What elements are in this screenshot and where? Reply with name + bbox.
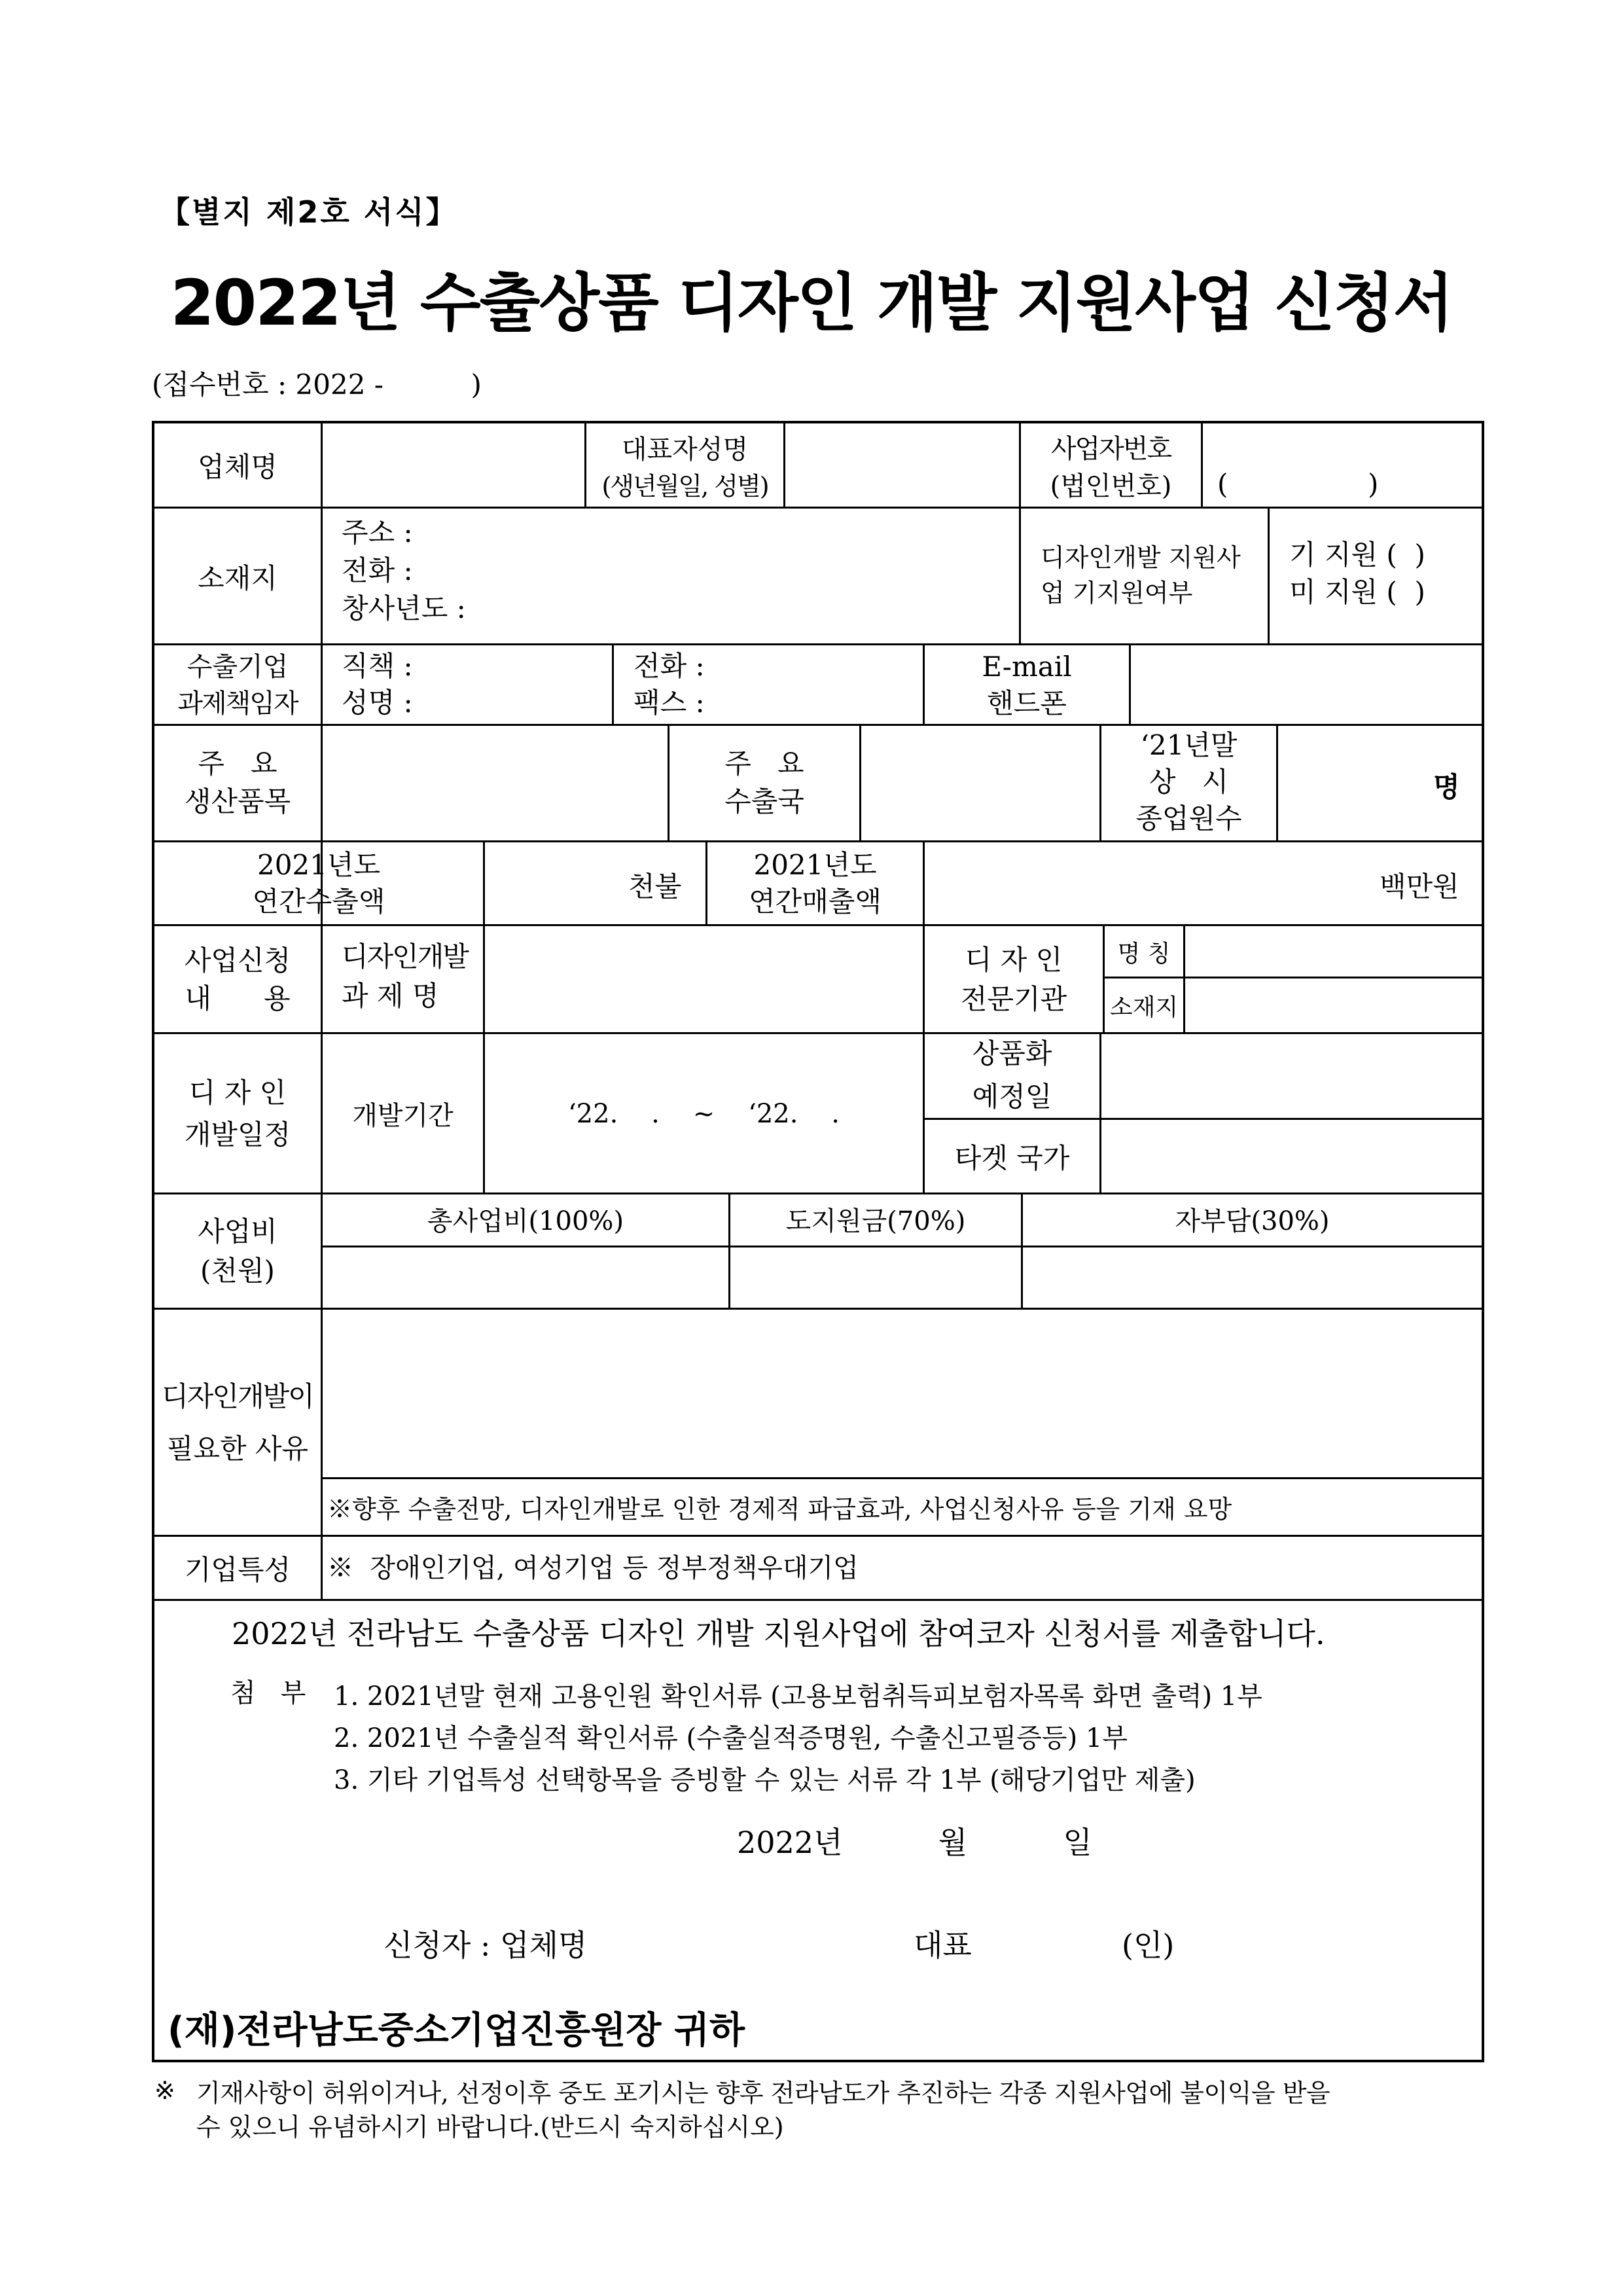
applicant-label[interactable]: 신청자 : 업체명 bbox=[383, 1928, 588, 1963]
agency-name-input[interactable] bbox=[1185, 927, 1482, 977]
manager-position-name[interactable] bbox=[342, 648, 413, 721]
prior-support-label bbox=[1041, 540, 1241, 611]
reason-label bbox=[154, 1310, 321, 1535]
declaration-text: 2022년 전라남도 수출상품 디자인 개발 지원사업에 참여코자 신청서를 제출합니다. bbox=[232, 1616, 1325, 1651]
project-title-label bbox=[342, 937, 468, 1016]
commercialization-label-line1: 상품화 bbox=[972, 1037, 1052, 1069]
sales-amount-label bbox=[707, 843, 923, 924]
export-country-label-line1: 주 요 bbox=[724, 747, 804, 780]
budget-label-line1: 사업비 bbox=[198, 1215, 277, 1247]
manager-contact-label bbox=[925, 646, 1129, 724]
notice-mark: ※ bbox=[154, 2076, 175, 2105]
attachment-list bbox=[334, 1676, 1262, 1801]
mobile-label: 핸드폰 bbox=[987, 687, 1067, 719]
business-number-label-line1: 사업자번호 bbox=[1050, 433, 1171, 464]
development-schedule-label bbox=[154, 1035, 321, 1193]
business-number-label-line2: (법인번호) bbox=[1050, 471, 1172, 501]
manager-phone-fax[interactable] bbox=[633, 648, 705, 721]
company-feature-label: 기업특성 bbox=[184, 1554, 291, 1586]
manager-phone-field[interactable]: 전화 : bbox=[633, 650, 705, 682]
design-agency-label-line1: 디 자 인 bbox=[965, 943, 1063, 976]
attachment-item-3: 3. 기타 기업특성 선택항목을 증빙할 수 있는 서류 각 1부 (해당기업만 제출) bbox=[334, 1765, 1196, 1795]
recipient: (재)전라남도중소기업진흥원장 귀하 bbox=[168, 2009, 745, 2052]
page-title: 2022년 수출상품 디자인 개발 지원사업 신청서 bbox=[170, 266, 1453, 340]
design-agency-label-line2: 전문기관 bbox=[960, 982, 1067, 1015]
agency-location-label: 소재지 bbox=[1109, 994, 1179, 1021]
notice-text bbox=[196, 2076, 1479, 2144]
attachment-label: 첨 부 bbox=[230, 1678, 306, 1708]
reason-label-line1: 디자인개발이 bbox=[162, 1380, 313, 1412]
reason-note: ※향후 수출전망, 디자인개발로 인한 경제적 파급효과, 사업신청사유 등을 기재 요망 bbox=[327, 1495, 1232, 1524]
form-label: 【별지 제2호 서식】 bbox=[160, 194, 458, 230]
development-schedule-label-line1: 디 자 인 bbox=[188, 1076, 287, 1109]
representative-sign-label[interactable]: 대표 bbox=[914, 1928, 972, 1963]
manager-name-field[interactable]: 성명 : bbox=[342, 687, 413, 719]
total-budget-header: 총사업비(100%) bbox=[427, 1206, 624, 1236]
representative-input[interactable] bbox=[785, 423, 1019, 507]
notice-line-1: 기재사항이 허위이거나, 선정이후 중도 포기시는 향후 전라남도가 추진하는 각종 지원사업에 불이익을 받을 bbox=[196, 2079, 1330, 2108]
export-amount-label-line2: 연간수출액 bbox=[252, 886, 385, 918]
application-content-label-line1: 사업신청 bbox=[184, 944, 291, 977]
development-period-input[interactable]: ‘22. . ~ ‘22. . bbox=[567, 1098, 840, 1129]
project-title-label-line1: 디자인개발 bbox=[342, 941, 468, 973]
subsidy-input[interactable] bbox=[730, 1247, 1021, 1308]
export-country-input[interactable] bbox=[861, 726, 1099, 840]
project-title-label-line2: 과 제 명 bbox=[342, 980, 439, 1012]
phone-field[interactable]: 전화 : bbox=[342, 554, 413, 586]
manager-label-line2: 과제책임자 bbox=[177, 688, 298, 719]
company-name-label: 업체명 bbox=[198, 450, 277, 483]
self-burden-header: 자부담(30%) bbox=[1175, 1206, 1330, 1236]
target-country-input[interactable] bbox=[1101, 1120, 1482, 1193]
sales-amount-unit: 백만원 bbox=[1380, 870, 1459, 903]
sales-amount-label-line2: 연간매출액 bbox=[749, 886, 882, 918]
location-fields[interactable] bbox=[342, 514, 466, 628]
seal-mark: (인) bbox=[1122, 1928, 1175, 1963]
commercialization-input[interactable] bbox=[1101, 1035, 1482, 1118]
self-burden-input[interactable] bbox=[1023, 1247, 1482, 1308]
address-field[interactable]: 주소 : bbox=[342, 516, 413, 548]
commercialization-label bbox=[925, 1032, 1099, 1118]
employees-label bbox=[1101, 724, 1276, 840]
main-products-label-line1: 주 요 bbox=[198, 747, 277, 780]
budget-label bbox=[154, 1195, 321, 1308]
development-schedule-label-line2: 개발일정 bbox=[184, 1118, 291, 1151]
reason-input[interactable] bbox=[323, 1310, 1482, 1477]
company-feature-value[interactable]: ※ 장애인기업, 여성기업 등 정부정책우대기업 bbox=[327, 1553, 859, 1583]
main-products-label bbox=[154, 726, 321, 840]
manager-position-field[interactable]: 직책 : bbox=[342, 650, 413, 682]
business-number-input[interactable]: ( ) bbox=[1217, 468, 1379, 500]
manager-label bbox=[154, 646, 321, 724]
prior-support-options[interactable] bbox=[1289, 537, 1425, 611]
export-country-label bbox=[669, 726, 859, 840]
representative-label-line2: (생년월일, 성별) bbox=[601, 471, 768, 501]
subsidy-header: 도지원금(70%) bbox=[785, 1206, 966, 1236]
export-country-label-line2: 수출국 bbox=[724, 785, 804, 818]
notice-line-2: 수 있으니 유념하시기 바랍니다.(반드시 숙지하십시오) bbox=[196, 2113, 784, 2142]
prior-support-yes[interactable]: 기 지원 ( ) bbox=[1289, 539, 1425, 571]
company-name-input[interactable] bbox=[323, 423, 584, 507]
project-title-input[interactable] bbox=[485, 927, 923, 1032]
budget-label-line2: (천원) bbox=[200, 1255, 275, 1287]
prior-support-label-line2: 업 기지원여부 bbox=[1041, 579, 1193, 607]
development-period-label: 개발기간 bbox=[352, 1101, 454, 1131]
application-date[interactable]: 2022년 월 일 bbox=[737, 1825, 1092, 1860]
attachment-item-1: 1. 2021년말 현재 고용인원 확인서류 (고용보험취득피보험자목록 화면 출력) 1부 bbox=[334, 1681, 1262, 1712]
export-amount-label bbox=[154, 843, 483, 924]
reason-label-line2: 필요한 사유 bbox=[166, 1432, 309, 1465]
representative-label bbox=[586, 423, 783, 507]
commercialization-label-line2: 예정일 bbox=[972, 1080, 1052, 1113]
location-label: 소재지 bbox=[198, 562, 277, 594]
main-products-label-line2: 생산품목 bbox=[184, 785, 291, 818]
employees-label-line3: 종업원수 bbox=[1135, 802, 1242, 835]
employees-label-line2: 상 시 bbox=[1149, 765, 1229, 798]
main-products-input[interactable] bbox=[323, 726, 668, 840]
total-budget-input[interactable] bbox=[323, 1247, 728, 1308]
agency-name-label: 명 칭 bbox=[1117, 940, 1171, 967]
sales-amount-label-line1: 2021년도 bbox=[753, 849, 877, 881]
prior-support-no[interactable]: 미 지원 ( ) bbox=[1289, 575, 1425, 608]
business-number-label bbox=[1021, 423, 1201, 507]
employees-unit: 명 bbox=[1433, 771, 1460, 803]
manager-fax-field[interactable]: 팩스 : bbox=[633, 687, 705, 719]
representative-label-line1: 대표자성명 bbox=[621, 434, 749, 465]
founded-year-field[interactable]: 창사년도 : bbox=[342, 592, 466, 624]
export-amount-label-line1: 2021년도 bbox=[257, 849, 381, 881]
application-content-label bbox=[154, 927, 321, 1032]
prior-support-label-line1: 디자인개발 지원사 bbox=[1041, 543, 1241, 572]
email-label: E-mail bbox=[982, 650, 1072, 683]
agency-location-input[interactable] bbox=[1185, 978, 1482, 1032]
design-agency-label bbox=[925, 927, 1103, 1032]
target-country-label: 타겟 국가 bbox=[954, 1141, 1070, 1174]
manager-label-line1: 수출기업 bbox=[187, 651, 289, 682]
receipt-number: (접수번호 : 2022 - ) bbox=[152, 368, 482, 401]
application-content-label-line2: 내 용 bbox=[185, 982, 291, 1015]
manager-contact-input[interactable] bbox=[1131, 646, 1482, 724]
export-amount-unit: 천불 bbox=[628, 870, 682, 903]
employees-label-line1: ‘21년말 bbox=[1140, 728, 1238, 761]
attachment-item-2: 2. 2021년 수출실적 확인서류 (수출실적증명원, 수출신고필증등) 1부 bbox=[334, 1723, 1128, 1753]
